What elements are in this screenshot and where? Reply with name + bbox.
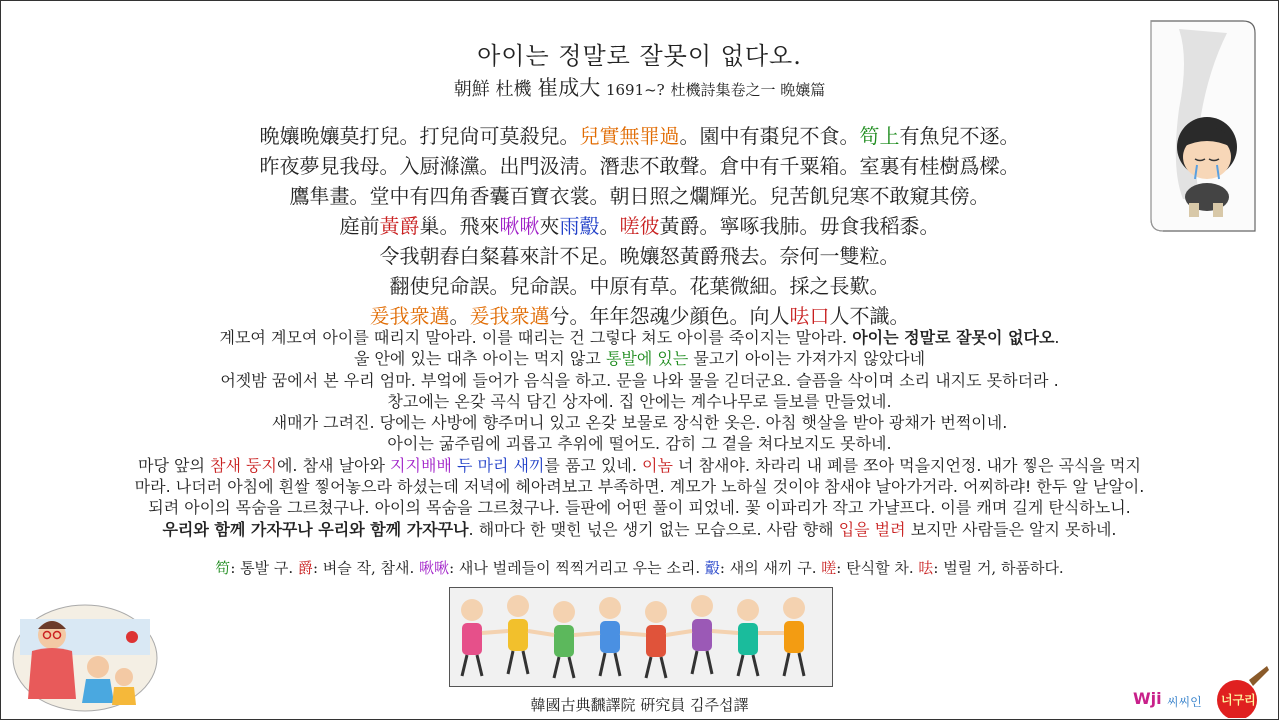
highlight-phrase: 雨鷇 xyxy=(559,214,600,238)
highlight-phrase: 지지배배 xyxy=(390,455,452,475)
highlight-phrase: 입을 벌려 xyxy=(838,519,906,539)
poem-original xyxy=(0,121,1279,331)
highlight-phrase: 兒實無罪過 xyxy=(579,124,680,148)
emphasis-text: 아이는 정말로 잘못이 없다오 xyxy=(852,328,1055,347)
translation-line: 마당 앞의 참새 둥지에. 참새 날아와 지지배배 두 마리 새끼를 품고 있네. 이놈 너 참새야. 차라리 내 폐를 쪼아 먹을지언정. 내가 찧은 곡식을 먹지 xyxy=(138,455,1141,475)
translator-credit: 韓國古典飜譯院 硏究員 김주섭譯 xyxy=(530,696,749,714)
author-logo xyxy=(1131,662,1271,718)
logo-text-b: 씨씨인 xyxy=(1167,695,1202,709)
translation-line: 새매가 그려진. 당에는 사방에 향주머니 있고 온갖 보물로 장식한 옷은. 아침 햇살을 받아 광채가 번쩍이네. xyxy=(271,413,1008,433)
crying-girl-illustration xyxy=(1149,19,1257,235)
glossary-term: 鷇 xyxy=(704,559,720,577)
translation-line: 창고에는 온갖 곡식 담긴 상자에. 집 안에는 계수나무로 들보를 만들었네. xyxy=(387,391,892,411)
family-illustration xyxy=(12,603,158,713)
glossary-term: 嗟 xyxy=(821,559,837,577)
highlight-phrase: 통발에 있는 xyxy=(605,349,689,369)
logo-text-c: 너구리 xyxy=(1221,693,1256,707)
glossary-notes: 笱: 통발 구. 爵: 벼슬 작, 참새. 啾啾: 새나 벌레들이 찍찍거리고 우는 소리. 鷇: 새의 새끼 구. 嗟: 탄식할 차. 呿: 벌릴 거, 하품하다. xyxy=(215,559,1064,577)
korean-translation xyxy=(28,327,1251,540)
author-years: 1691~? xyxy=(605,81,665,99)
poem-line: 翻使兒命誤。兒命誤。中原有草。花葉微細。採之長歎。 xyxy=(389,274,890,298)
highlight-phrase: 黃爵 xyxy=(379,214,420,238)
translation-line: 계모여 계모여 아이를 때리지 말아라. 이를 때리는 건 그렇다 쳐도 아이를 죽이지는 말아라. 아이는 정말로 잘못이 없다오. xyxy=(219,328,1060,347)
dynasty-author: 朝鮮 杜機 xyxy=(453,79,532,100)
highlight-phrase: 爰我衆邁 xyxy=(469,304,550,328)
logo-text-a: Wji xyxy=(1133,689,1162,708)
highlight-phrase: 呿口 xyxy=(789,304,830,328)
highlight-phrase: 嗟彼 xyxy=(619,214,660,238)
poem-line: 庭前黃爵巢。飛來啾啾夾雨鷇。嗟彼黃爵。寧啄我肺。毋食我稻黍。 xyxy=(339,214,940,238)
highlight-phrase: 爰我衆邁 xyxy=(369,304,450,328)
poem-line: 昨夜夢見我母。入厨滌灙。出門汲淸。潛悲不敢聲。倉中有千粟箱。室裏有桂樹爲樑。 xyxy=(259,154,1020,178)
poem-line: 爰我衆邁。爰我衆邁兮。年年怨魂少顔色。向人呿口人不識。 xyxy=(369,304,910,328)
emphasis-text: 우리와 함께 가자꾸나 우리와 함께 가자꾸나 xyxy=(162,519,469,539)
subtitle xyxy=(0,72,1279,102)
glossary-term: 呿 xyxy=(918,559,934,577)
highlight-phrase: 두 마리 새끼 xyxy=(456,455,545,475)
poem-line: 晩孃晩孃莫打兒。打兒尙可莫殺兒。兒實無罪過。園中有棗兒不食。笱上有魚兒不逐。 xyxy=(259,124,1020,148)
highlight-phrase: 啾啾 xyxy=(499,214,540,238)
page-title: 아이는 정말로 잘못이 없다오. xyxy=(477,42,802,70)
glossary-term: 笱 xyxy=(215,559,231,577)
translation-line: 어젯밤 꿈에서 본 우리 엄마. 부엌에 들어가 음식을 하고. 문을 나와 물을 긷더군요. 슬픔을 삭이며 소리 내지도 못하더라 . xyxy=(220,370,1059,390)
glossary-term: 啾啾 xyxy=(419,559,450,577)
poem-line: 鷹隼畫。堂中有四角香囊百寶衣裳。朝日照之爛輝光。兒苦飢兒寒不敢窺其傍。 xyxy=(289,184,990,208)
translation-line: 아이는 굶주림에 괴롭고 추위에 떨어도. 감히 그 곁을 쳐다보지도 못하네. xyxy=(387,434,892,454)
dancing-children-illustration xyxy=(449,587,833,687)
translation-line: 되려 아이의 목숨을 그르쳤구나. 아이의 목숨을 그르쳤구나. 들판에 어떤 풀이 피었네. 꽃 이파리가 작고 가냘프다. 이를 캐며 길게 탄식하노니. xyxy=(148,498,1131,518)
translation-line: 울 안에 있는 대추 아이는 먹지 않고 통발에 있는 물고기 아이는 가져가지 않았다네 xyxy=(353,349,926,369)
highlight-phrase: 이놈 xyxy=(642,455,673,475)
translation-line: 마라. 나더러 아침에 흰쌀 찧어놓으라 하셨는데 저녁에 헤아려보고 부족하면. 계모가 노하실 것이야 참새야 날아가거라. 어찌하랴! 한두 알 낟알이. xyxy=(134,477,1145,497)
poem-source: 杜機詩集卷之一 晩孃篇 xyxy=(670,81,826,99)
poem-line: 令我朝舂白粲暮來計不足。晩孃怒黃爵飛去。奈何一雙粒。 xyxy=(379,244,900,268)
highlight-phrase: 笱上 xyxy=(859,124,900,148)
highlight-phrase: 참새 둥지 xyxy=(210,455,277,475)
translation-line: 우리와 함께 가자꾸나 우리와 함께 가자꾸나. 해마다 한 맺힌 넋은 생기 없는 모습으로. 사람 향해 입을 벌려 보지만 사람들은 알지 못하네. xyxy=(162,519,1117,539)
author-name: 崔成大 xyxy=(537,76,601,100)
glossary-term: 爵 xyxy=(297,559,313,577)
